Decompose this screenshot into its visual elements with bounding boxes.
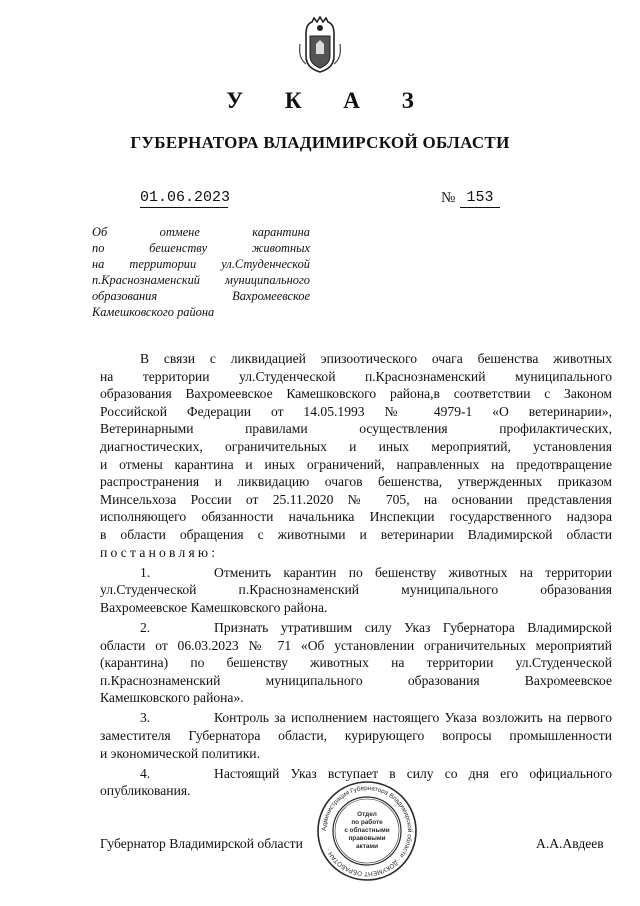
preamble-line: исполняющего обязанности начальника Инспекции государственного надзора (100, 509, 612, 525)
preamble-paragraph (100, 350, 612, 561)
item-line: и экономической политики. (100, 745, 260, 761)
decree-item-3 (100, 709, 612, 762)
stamp-center-line: с областными (344, 827, 390, 834)
item-line: (карантина) по бешенству животных на территории ул.Студенческой (100, 655, 612, 671)
decree-word: постановляю: (100, 544, 219, 560)
item-line: области от 06.03.2023 № 71 «Об установлении ограничительных мероприятий (100, 637, 612, 653)
item-line: Признать утратившим силу Указ Губернатора Владимирской (214, 619, 612, 635)
preamble-line: на территории ул.Студенческой п.Краснознаменский муниципального (100, 368, 612, 384)
decree-date: 01.06.2023 (140, 189, 231, 206)
stamp-center-line: по работе (351, 819, 383, 826)
decree-item-1 (100, 564, 612, 617)
preamble-line: диагностических, ограничительных и иных мероприятий, установления (100, 438, 612, 454)
item-line: Вахромеевское Камешковского района. (100, 599, 328, 615)
stamp-center-line: Отдел (357, 811, 377, 818)
stamp-ring-text: Администрация Губернатора Владимирской области · ДОКУМЕНТ ОБРАБОТАН · (320, 784, 414, 878)
decree-subject (92, 224, 310, 320)
item-line: Настоящий Указ вступает в силу со дня его официального (214, 765, 612, 781)
stamp-center-line: актами (355, 843, 379, 850)
issuer-title: ГУБЕРНАТОРА ВЛАДИМИРСКОЙ ОБЛАСТИ (130, 133, 510, 152)
document-type-title: У К А З (226, 88, 432, 113)
number-label: № (441, 190, 456, 206)
item-number: 1. (140, 564, 151, 580)
preamble-line: В связи с ликвидацией эпизоотического очага бешенства животных (140, 351, 612, 366)
subject-line: Об отмене карантина (92, 225, 310, 239)
subject-line: образования Вахромеевское (92, 289, 310, 303)
preamble-line: в области обращения с животными и ветеринарии Владимирской области (100, 526, 612, 542)
signer-name: А.А.Авдеев (536, 836, 604, 851)
preamble-line: Ветеринарными правилами осуществления профилактических, (100, 421, 612, 437)
stamp-center-line: правовыми (348, 835, 386, 842)
preamble-line: и отмены карантина и иных ограничений, направленных на предотвращение (100, 456, 612, 472)
item-line: п.Краснознаменский муниципального образования Вахромеевское (100, 672, 612, 688)
signer-position: Губернатор Владимирской области (100, 836, 303, 851)
item-line: ул.Студенческой п.Краснознаменский муниципального образования (100, 582, 612, 598)
coat-of-arms-icon (298, 14, 342, 74)
item-line: заместителя Губернатора области, курирующего вопросы промышленности (100, 727, 612, 743)
preamble-line: распространения и ликвидацию очагов бешенства, утвержденных приказом (100, 474, 612, 490)
item-number: 2. (140, 619, 151, 635)
decree-item-2 (100, 619, 612, 707)
preamble-line: Минсельхоза России от 25.11.2020 № 705, на основании представления (100, 491, 612, 507)
preamble-line: образования Вахромеевское Камешковского района,в соответствии с Законом (100, 386, 612, 402)
preamble-line: Российской Федерации от 14.05.1993 № 4979-1 «О ветеринарии», (100, 403, 612, 419)
item-line: опубликования. (100, 783, 191, 799)
official-stamp-icon (316, 780, 418, 882)
subject-line: п.Краснознаменский муниципального (92, 273, 310, 287)
subject-line: Камешковского района (92, 305, 215, 319)
subject-line: по бешенству животных (92, 241, 310, 255)
item-number: 4. (140, 765, 151, 781)
item-line: Отменить карантин по бешенству животных на территории (214, 564, 612, 580)
decree-number: 153 (460, 189, 500, 208)
decree-body (100, 350, 612, 802)
item-line: Камешковского района». (100, 690, 244, 706)
item-number: 3. (140, 710, 151, 726)
subject-line: на территории ул.Студенческой (92, 257, 310, 271)
item-line: Контроль за исполнением настоящего Указа возложить на первого (214, 710, 612, 726)
